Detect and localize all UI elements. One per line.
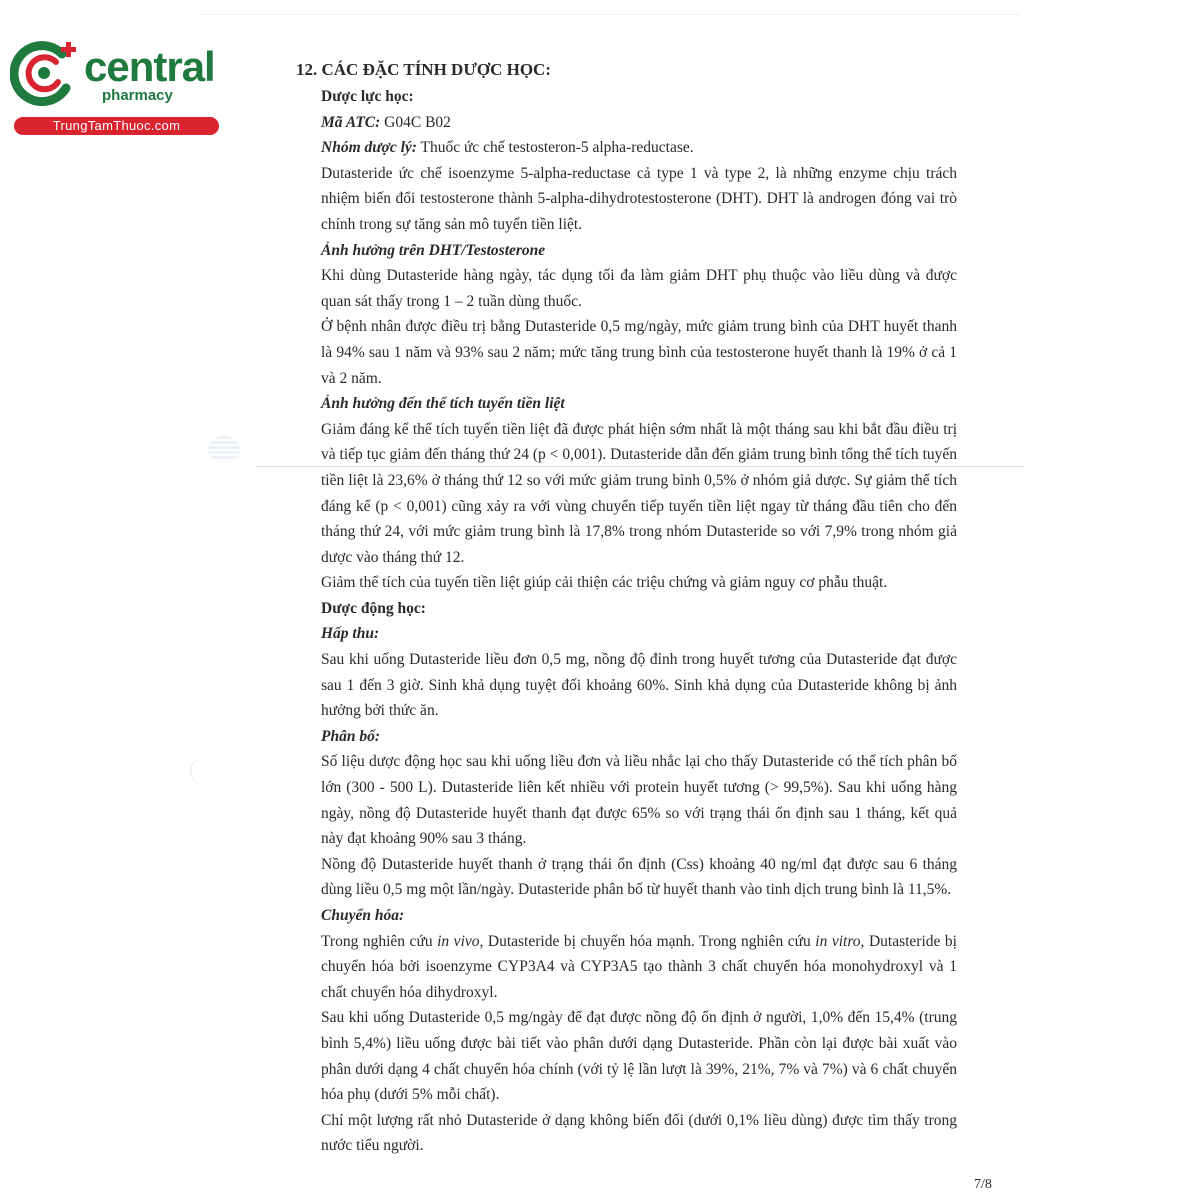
mechanism-paragraph: Dutasteride ức chế isoenzyme 5-alpha-reductase cả type 1 và type 2, là những enzyme chịu trách nhiệm biến đổi testosterone thành 5-alpha-dihydrotestosterone (DHT). DHT là androgen đóng vai trò chính trong sự tăng sản mô tuyến tiền liệt. — [321, 164, 957, 233]
in-vitro-term: in vitro — [815, 932, 861, 950]
atc-label: Mã ATC: — [321, 113, 381, 131]
section-title: 12. CÁC ĐẶC TÍNH DƯỢC HỌC: — [296, 60, 551, 79]
atc-code — [321, 110, 957, 136]
absorption-paragraph: Sau khi uống Dutasteride liều đơn 0,5 mg, nồng độ đỉnh trong huyết tương của Dutasteride đạt được sau 1 đến 3 giờ. Sinh khả dụng tuyệt đối khoảng 60%. Sinh khả dụng của Dutasteride không bị ảnh hưởng bởi thức ăn. — [321, 651, 957, 720]
in-vivo-term: in vivo — [437, 932, 480, 950]
page-number: 7/8 — [974, 1177, 992, 1192]
scan-artifact-mark — [208, 436, 240, 462]
absorption-heading: Hấp thu: — [321, 625, 380, 643]
document-body — [321, 84, 957, 1159]
metabolism-paragraph-2: Sau khi uống Dutasteride 0,5 mg/ngày để đạt được nồng độ ổn định ở người, 1,0% đến 15,4% (trung bình 5,4%) liều uống được bài tiết vào phân dưới dạng Dutasteride. Phần còn lại được bài xuất vào phân dưới dạng 4 chất chuyển hóa chính (với tỷ lệ lần lượt là 39%, 21%, 7% và 7%) và 6 chất chuyển hóa phụ (dưới 5% mỗi chất). — [321, 1009, 957, 1104]
distribution-paragraph-2: Nồng độ Dutasteride huyết thanh ở trạng thái ổn định (Css) khoảng 40 ng/ml đạt được sau 6 tháng dùng liều 0,5 mg một lần/ngày. Dutasteride phân bố từ huyết thanh vào tinh dịch trung bình là 11,5%. — [321, 855, 957, 899]
distribution-heading: Phân bố: — [321, 727, 380, 745]
brand-logo[interactable] — [10, 38, 215, 138]
metabolism-heading: Chuyển hóa: — [321, 907, 405, 924]
scan-edge-line — [200, 14, 1020, 15]
prostate-volume-heading: Ảnh hưởng đến thể tích tuyến tiền liệt — [321, 395, 565, 413]
section-header — [296, 58, 958, 86]
scan-artifact-arc — [190, 758, 215, 784]
dht-paragraph-1: Khi dùng Dutasteride hàng ngày, tác dụng tối đa làm giảm DHT phụ thuộc vào liều dùng và được quan sát thấy trong 1 – 2 tuần dùng thuốc. — [321, 267, 957, 310]
logo-subtitle: pharmacy — [102, 87, 173, 104]
metabolism-paragraph-3: Chỉ một lượng rất nhỏ Dutasteride ở dạng không biến đổi (dưới 0,1% liều dùng) được tìm thấy trong nước tiểu người. — [321, 1111, 957, 1155]
central-pharmacy-logo-icon — [10, 38, 80, 108]
metabolism-text-b: , Dutasteride bị chuyển hóa mạnh. Trong nghiên cứu — [479, 932, 816, 950]
distribution-paragraph-1: Số liệu dược động học sau khi uống liều đơn và liều nhắc lại cho thấy Dutasteride có thể tích phân bố lớn (300 - 500 L). Dutasteride liên kết nhiều với protein huyết tương (> 99,5%). Sau khi uống hàng ngày, nồng độ Dutasteride huyết thanh đạt được 65% so với trạng thái ổn định sau 1 tháng, kết quả này đạt khoảng 90% sau 3 tháng. — [321, 753, 957, 848]
logo-name: central — [84, 43, 215, 90]
metabolism-paragraph-1 — [321, 929, 957, 1006]
logo-website[interactable]: TrungTamThuoc.com — [14, 117, 219, 135]
pharmacologic-group — [321, 135, 957, 161]
pharmacodynamics-heading: Dược lực học: — [321, 88, 414, 105]
dht-heading: Ảnh hưởng trên DHT/Testosterone — [321, 241, 546, 259]
pharmacokinetics-heading: Dược động học: — [321, 599, 426, 617]
group-value: Thuốc ức chế testosteron-5 alpha-reductase. — [416, 139, 694, 157]
metabolism-text-a: Trong nghiên cứu — [321, 932, 438, 950]
dht-paragraph-2: Ở bệnh nhân được điều trị bằng Dutasteride 0,5 mg/ngày, mức giảm trung bình của DHT huyết thanh là 94% sau 1 năm và 93% sau 2 năm; mức tăng trung bình của testosterone huyết thanh là 19% ở cả 1 và 2 năm. — [321, 318, 957, 387]
prostate-paragraph-2: Giảm thể tích của tuyến tiền liệt giúp cải thiện các triệu chứng và giảm nguy cơ phẫu thuật. — [321, 574, 888, 592]
group-label: Nhóm dược lý: — [321, 139, 417, 157]
atc-value: G04C B02 — [380, 113, 451, 131]
prostate-paragraph-1: Giảm đáng kể thể tích tuyến tiền liệt đã được phát hiện sớm nhất là một tháng sau khi bắt đầu điều trị và tiếp tục giảm đến tháng thứ 24 (p < 0,001). Dutasteride dẫn đến giảm trung bình tổng thể tích tuyến tiền liệt là 23,6% ở tháng thứ 12 so với mức giảm trung bình 0,5% ở nhóm giả dược. Sự giảm thể tích đáng kể (p < 0,001) cũng xảy ra với vùng chuyển tiếp tuyến tiền liệt ngay từ tháng đầu tiên cho đến tháng thứ 24, với mức giảm trung bình là 17,8% trong nhóm Dutasteride so với 7,9% trong nhóm giả dược vào tháng thứ 12. — [321, 420, 957, 566]
metabolism-text-c: , Dutasteride bị chuyển hóa bởi isoenzyme CYP3A4 và CYP3A5 tạo thành 3 chất chuyển hóa monohydroxyl và 1 chất chuyển hóa dihydroxyl. — [321, 932, 957, 1001]
